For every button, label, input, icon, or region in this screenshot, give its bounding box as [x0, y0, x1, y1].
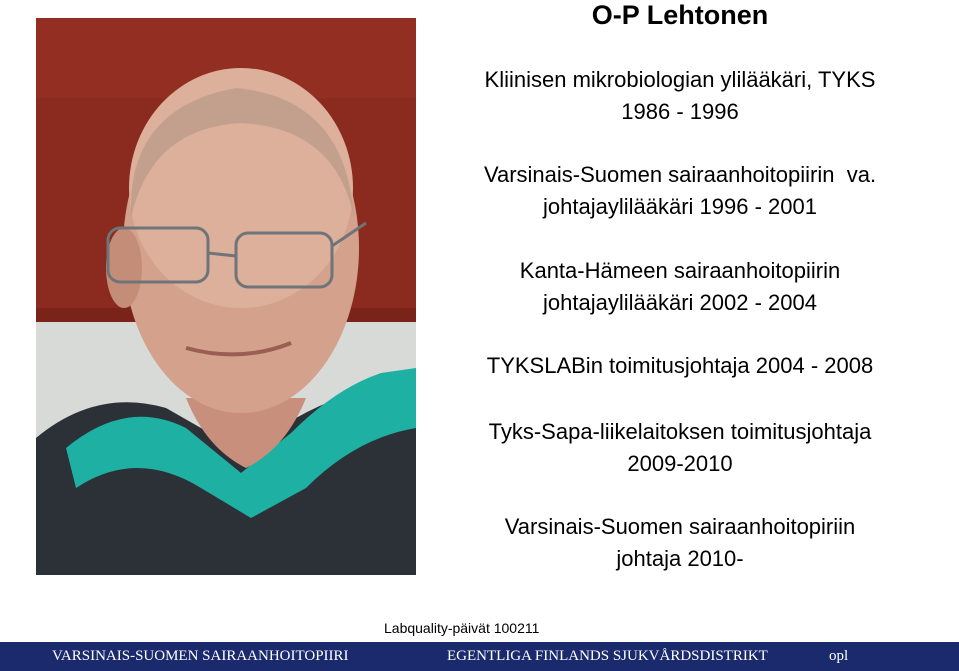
bio-line: johtajaylilääkäri 2002 - 2004: [543, 290, 817, 315]
footer-middle-text: EGENTLIGA FINLANDS SJUKVÅRDSDISTRIKT: [447, 648, 768, 664]
event-footnote: Labquality-päivät 100211: [384, 620, 540, 636]
portrait-photo: [36, 18, 416, 575]
footer-left-text: VARSINAIS-SUOMEN SAIRAANHOITOPIIRI: [52, 648, 349, 664]
bio-entry: [430, 350, 930, 382]
bio-line: johtaja 2010-: [616, 546, 744, 571]
bio-line: TYKSLABin toimitusjohtaja 2004 - 2008: [486, 353, 874, 378]
footer-bar: [0, 642, 959, 671]
bio-entry: [430, 511, 930, 575]
bio-line: Kliinisen mikrobiologian ylilääkäri, TYKS: [484, 67, 876, 92]
bio-entry: [430, 255, 930, 319]
bio-line: 1986 - 1996: [621, 99, 739, 124]
bio-line: Varsinais-Suomen sairaanhoitopiirin va.: [483, 162, 877, 187]
bio-entry: [430, 159, 930, 223]
photo-ear: [106, 228, 142, 308]
bio-line: Tyks-Sapa-liikelaitoksen toimitusjohtaja: [488, 419, 872, 444]
bio-line: 2009-2010: [627, 451, 733, 476]
bio-line: johtajaylilääkäri 1996 - 2001: [543, 194, 817, 219]
bio-entry: [430, 64, 930, 128]
bio-entry: [430, 416, 930, 480]
bio-line: Kanta-Hämeen sairaanhoitopiirin: [519, 258, 841, 283]
bio-line: Varsinais-Suomen sairaanhoitopiriin: [504, 514, 856, 539]
slide-title: O-P Lehtonen: [591, 0, 769, 30]
footer-right-text: opl: [829, 648, 849, 664]
